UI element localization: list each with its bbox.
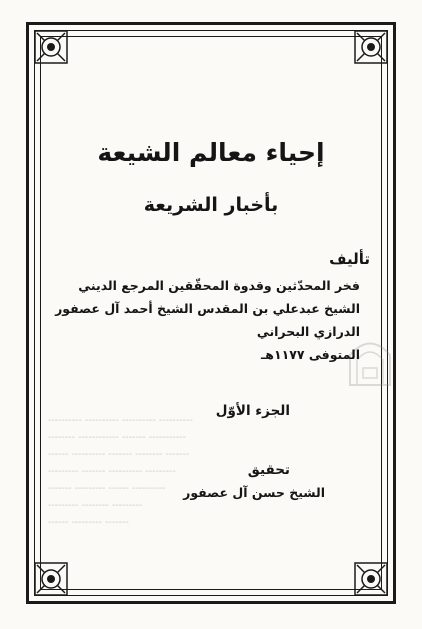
volume-label: الجزء الأوّل — [215, 403, 290, 419]
ornament-corner-icon — [34, 30, 68, 64]
bleed-through-text: ---------- ---------- ---------- ---------- -------- ------------ ------- ----------- ------ ---------- ------- -------- ------- --------- ------- ---------- --------- ------- --------- ------ ---------- --------- -------- --------- ------ --------- ------- — [48, 415, 193, 528]
ornament-corner-icon — [354, 562, 388, 596]
author-line: الشيخ عبدعلي بن المقدس الشيخ أحمد آل عصفور — [55, 301, 360, 316]
book-title: إحياء معالم الشيعة — [97, 138, 325, 167]
authorship-label: تأليف — [329, 250, 370, 268]
author-line: فخر المحدّثين وقدوة المحقّقين المرجع الديني — [78, 278, 360, 293]
ornament-corner-icon — [354, 30, 388, 64]
editor-name: الشيخ حسن آل عصفور — [183, 485, 325, 500]
ornament-corner-icon — [34, 562, 68, 596]
author-line: الدرازي البحراني — [256, 324, 360, 339]
author-line: المتوفى ١١٧٧هـ — [261, 347, 360, 362]
author-block — [55, 274, 360, 366]
book-subtitle: بأخبار الشريعة — [143, 194, 279, 216]
edited-label: تحقيق — [247, 462, 290, 478]
